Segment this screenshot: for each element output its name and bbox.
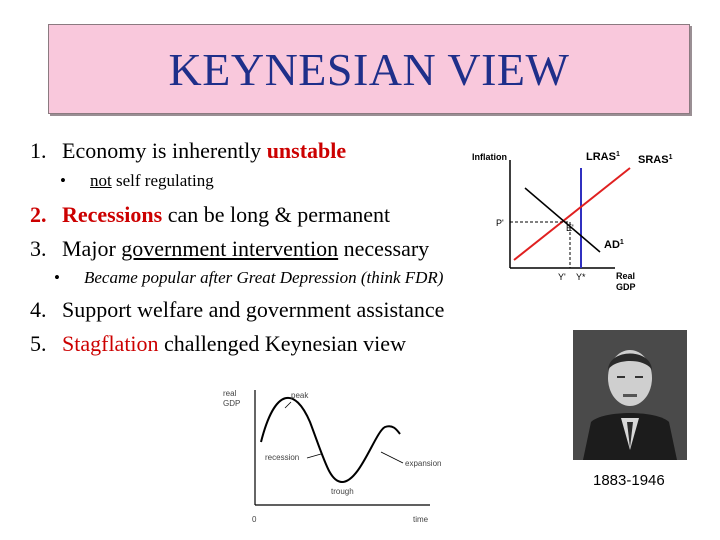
list-item-5: 5. Stagflation challenged Keynesian view bbox=[30, 331, 406, 356]
emphasis-recessions: Recessions bbox=[62, 202, 163, 227]
ad-as-graph bbox=[470, 140, 695, 300]
portrait-caption: 1883-1946 bbox=[593, 472, 665, 489]
y-axis-label: Inflation bbox=[472, 152, 507, 162]
business-cycle-graph bbox=[215, 382, 455, 532]
peak-label: peak bbox=[291, 391, 309, 400]
y-axis-label-2: GDP bbox=[223, 399, 241, 408]
peak-pointer bbox=[285, 402, 291, 408]
y2-label: Y* bbox=[576, 272, 586, 282]
emphasis-government-intervention: government intervention bbox=[121, 236, 339, 261]
title-banner bbox=[48, 24, 690, 114]
x-axis-label-2: GDP bbox=[616, 282, 636, 292]
x-axis-label-1: Real bbox=[616, 271, 636, 281]
y1-label: Y' bbox=[558, 272, 566, 282]
page-title: KEYNESIAN VIEW bbox=[168, 43, 570, 95]
cycle-curve bbox=[261, 398, 400, 482]
list-item-3: 3. Major government intervention necessary bbox=[30, 236, 430, 261]
recession-label: recession bbox=[265, 453, 300, 462]
emphasis-unstable: unstable bbox=[266, 138, 347, 163]
keynes-portrait bbox=[573, 330, 687, 460]
trough-label: trough bbox=[331, 487, 354, 496]
x-axis-label: time bbox=[413, 515, 429, 524]
expansion-pointer bbox=[381, 452, 403, 463]
emphasis-stagflation: Stagflation bbox=[62, 331, 159, 356]
p-label: P' bbox=[496, 218, 504, 228]
sub-bullet-2: • Became popular after Great Depression (think FDR) bbox=[54, 268, 444, 287]
ad-label: $AD^1$ bbox=[604, 239, 624, 251]
recession-pointer bbox=[307, 454, 321, 458]
list-item-4: 4. Support welfare and government assistance bbox=[30, 297, 445, 322]
y-axis-label-1: real bbox=[223, 389, 237, 398]
list-item-2: 2. Recessions can be long & permanent bbox=[30, 202, 391, 227]
e-label: E' bbox=[566, 223, 574, 233]
sras-label: SRAS$^1$ bbox=[638, 154, 673, 166]
expansion-label: expansion bbox=[405, 459, 442, 468]
lras-label: LRAS$^1$ bbox=[586, 151, 620, 163]
list-item-1: 1. Economy is inherently unstable bbox=[30, 138, 347, 163]
origin-label: 0 bbox=[252, 515, 257, 524]
portrait-figure bbox=[573, 330, 687, 460]
sub-bullet-1: • not self regulating bbox=[60, 171, 214, 190]
